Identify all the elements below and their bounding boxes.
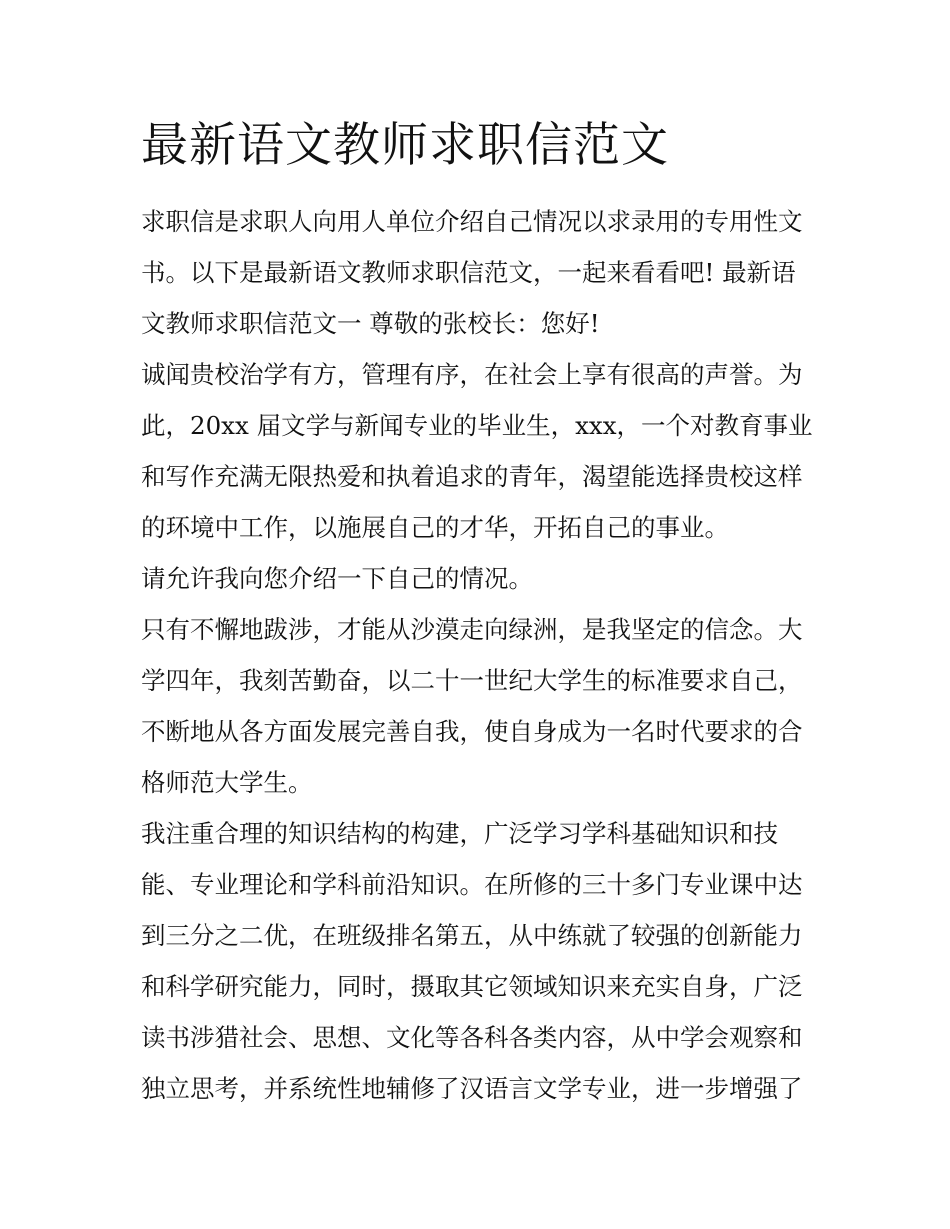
document-body xyxy=(141,196,821,1114)
body-line: 能、专业理论和学科前沿知识。在所修的三十多门专业课中达 xyxy=(141,870,803,899)
body-line: 到三分之二优，在班级排名第五，从中练就了较强的创新能力 xyxy=(141,921,803,950)
body-line: 不断地从各方面发展完善自我，使自身成为一名时代要求的合 xyxy=(141,717,803,746)
body-line: 文教师求职信范文一 尊敬的张校长：您好! xyxy=(141,309,600,338)
body-line: 学四年，我刻苦勤奋，以二十一世纪大学生的标准要求自己， xyxy=(141,666,803,695)
body-line: 请允许我向您介绍一下自己的情况。 xyxy=(141,564,533,593)
document-title: 最新语文教师求职信范文 xyxy=(141,118,669,173)
body-line: 读书涉猎社会、思想、文化等各科各类内容，从中学会观察和 xyxy=(141,1023,803,1052)
body-line: 的环境中工作，以施展自己的才华，开拓自己的事业。 xyxy=(141,513,729,542)
body-line: 和写作充满无限热爱和执着追求的青年，渴望能选择贵校这样 xyxy=(141,462,803,491)
body-line: 书。以下是最新语文教师求职信范文，一起来看看吧! 最新语 xyxy=(141,258,796,287)
body-line: 求职信是求职人向用人单位介绍自己情况以求录用的专用性文 xyxy=(141,207,803,236)
body-line: 和科学研究能力，同时，摄取其它领域知识来充实自身，广泛 xyxy=(141,972,803,1001)
body-line: 诚闻贵校治学有方，管理有序，在社会上享有很高的声誉。为 xyxy=(141,360,803,389)
body-line: 此，20xx 届文学与新闻专业的毕业生，xxx，一个对教育事业 xyxy=(141,411,813,440)
body-line: 独立思考，并系统性地辅修了汉语言文学专业，进一步增强了 xyxy=(141,1074,803,1103)
body-line: 我注重合理的知识结构的构建，广泛学习学科基础知识和技 xyxy=(141,819,778,848)
body-line: 格师范大学生。 xyxy=(141,768,313,797)
body-line: 只有不懈地跋涉，才能从沙漠走向绿洲，是我坚定的信念。大 xyxy=(141,615,803,644)
